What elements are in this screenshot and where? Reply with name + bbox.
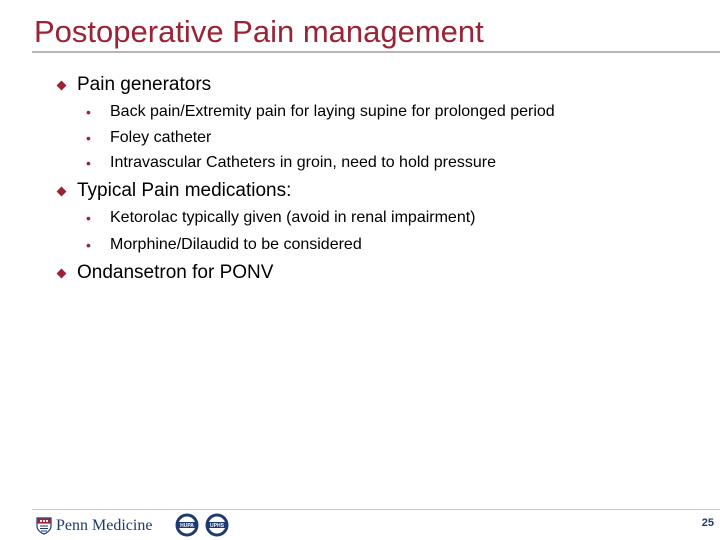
diamond-bullet-icon bbox=[57, 187, 67, 197]
sub-bullet-text: Foley catheter bbox=[110, 129, 212, 146]
sub-bullet-text: Intravascular Catheters in groin, need to hold pressure bbox=[110, 154, 496, 171]
footer-divider bbox=[32, 509, 720, 510]
title-divider bbox=[32, 51, 720, 53]
dot-bullet-icon: • bbox=[86, 130, 91, 146]
slide-title: Postoperative Pain management bbox=[34, 14, 484, 49]
dot-bullet-icon: • bbox=[86, 237, 91, 253]
dot-bullet-icon: • bbox=[86, 104, 91, 120]
penn-shield-icon bbox=[36, 517, 52, 535]
sub-bullet-text: Morphine/Dilaudid to be considered bbox=[110, 236, 362, 253]
logo-text: Penn Medicine bbox=[56, 517, 153, 534]
sub-bullet-text: Ketorolac typically given (avoid in renal impairment) bbox=[110, 209, 476, 226]
diamond-bullet-icon bbox=[57, 269, 67, 279]
bullet-text: Typical Pain medications: bbox=[77, 180, 292, 201]
diamond-bullet-icon bbox=[57, 81, 67, 91]
sub-bullet-text: Back pain/Extremity pain for laying supine for prolonged period bbox=[110, 103, 555, 120]
bullet-text: Pain generators bbox=[77, 74, 212, 95]
partner-logo-left-text: HUPA bbox=[180, 523, 194, 529]
dot-bullet-icon: • bbox=[86, 210, 91, 226]
dot-bullet-icon: • bbox=[86, 155, 91, 171]
bullet-text: Ondansetron for PONV bbox=[77, 262, 274, 283]
linked-rings-logo bbox=[166, 513, 238, 537]
partner-logo-right-text: UPHS bbox=[210, 523, 224, 529]
page-number: 25 bbox=[701, 517, 714, 529]
